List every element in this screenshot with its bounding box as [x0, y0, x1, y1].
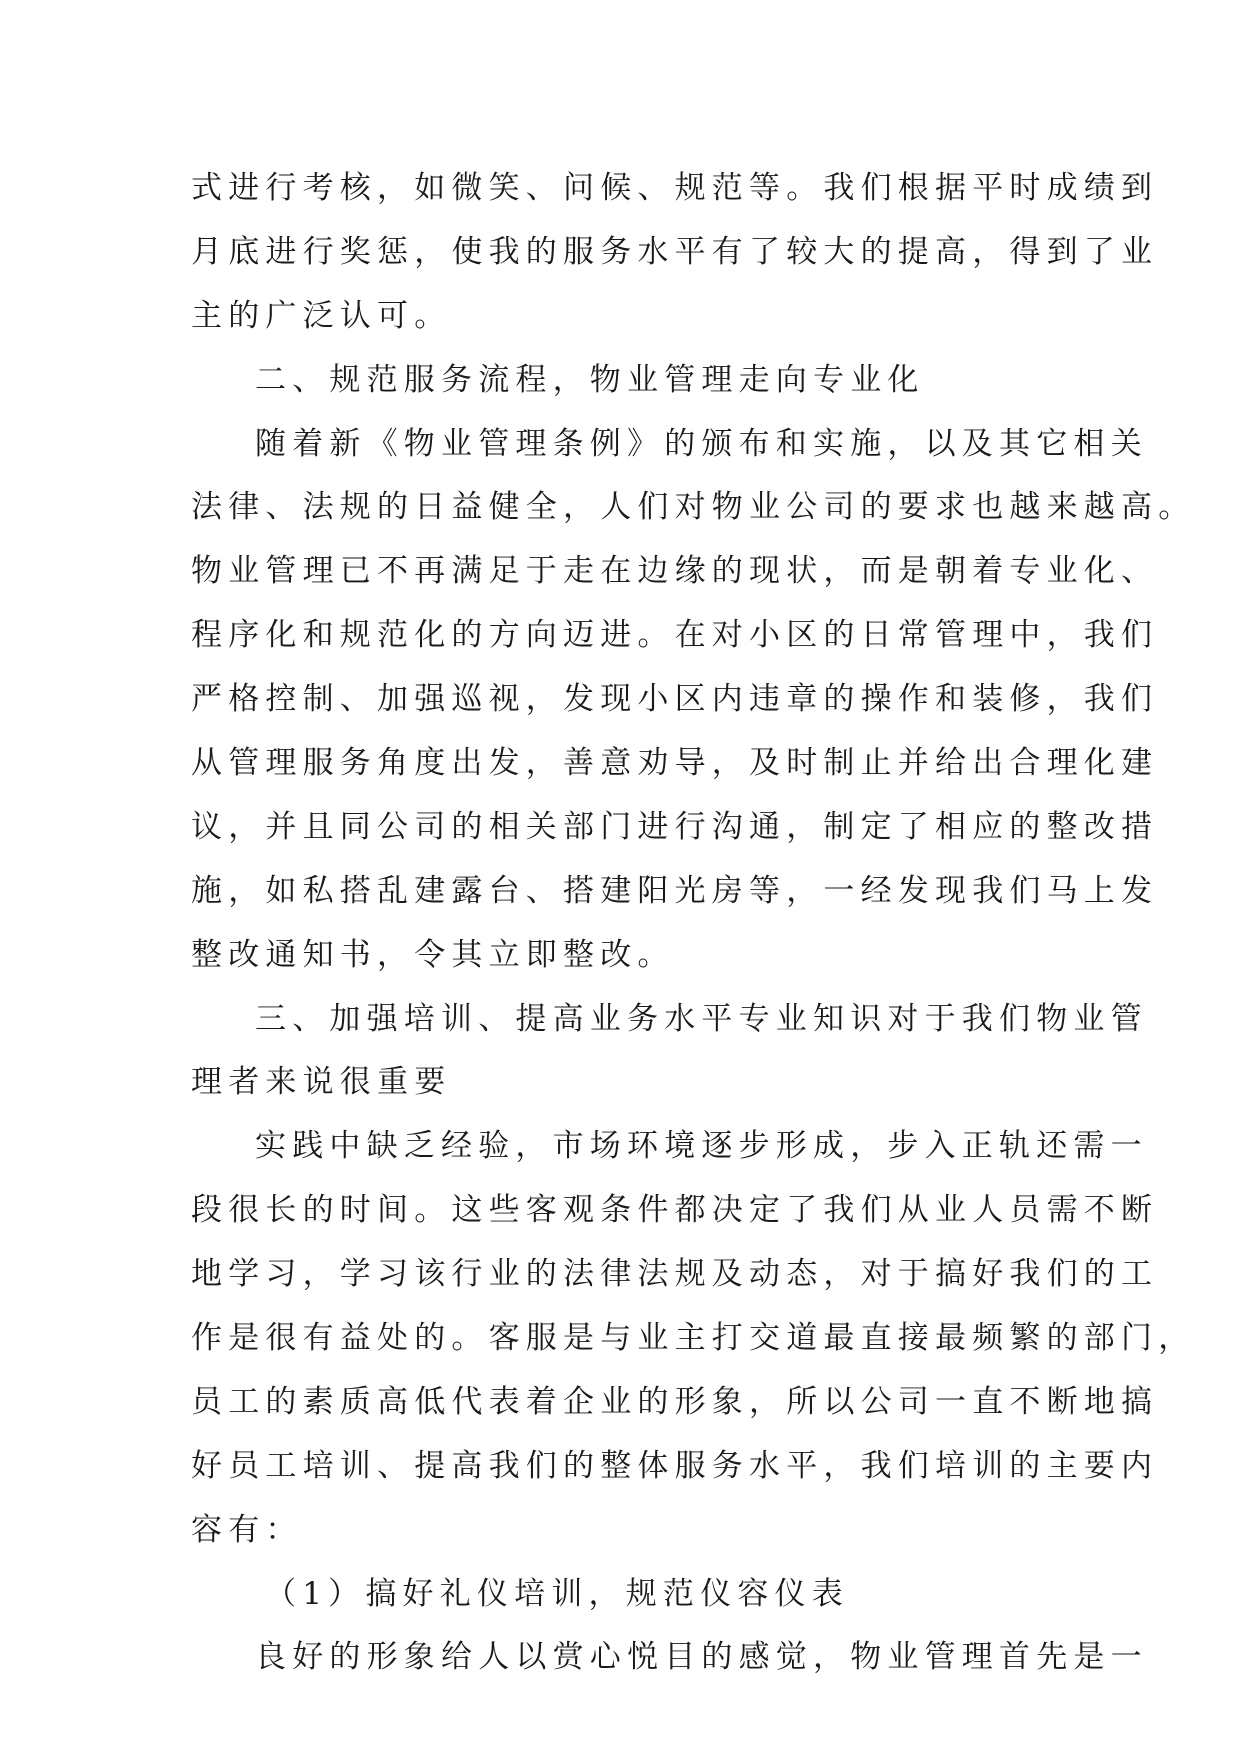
text-line: 法律、法规的日益健全，人们对物业公司的要求也越来越高。 — [191, 489, 1196, 526]
section-heading-3: 三、加强培训、提高业务水平专业知识对于我们物业管 — [255, 1000, 1148, 1037]
text-line: 随着新《物业管理条例》的颁布和实施，以及其它相关 — [255, 425, 1148, 462]
text-line: 整改通知书，令其立即整改。 — [191, 936, 675, 973]
text-line: 主的广泛认可。 — [191, 297, 452, 334]
text-line: 实践中缺乏经验，市场环境逐步形成，步入正轨还需一 — [255, 1128, 1148, 1165]
text-line: 良好的形象给人以赏心悦目的感觉，物业管理首先是一 — [255, 1639, 1148, 1676]
text-line: 段很长的时间。这些客观条件都决定了我们从业人员需不断 — [191, 1192, 1159, 1229]
text-line: 地学习，学习该行业的法律法规及动态，对于搞好我们的工 — [191, 1256, 1159, 1293]
section-heading-3-continued: 理者来说很重要 — [191, 1064, 452, 1101]
subsection-heading-1: （1）搞好礼仪培训，规范仪容仪表 — [265, 1575, 849, 1612]
section-heading-2: 二、规范服务流程，物业管理走向专业化 — [255, 361, 925, 398]
text-line: 严格控制、加强巡视，发现小区内违章的操作和装修，我们 — [191, 681, 1159, 718]
body-text — [191, 157, 1196, 1690]
text-line: 员工的素质高低代表着企业的形象，所以公司一直不断地搞 — [191, 1383, 1159, 1420]
text-line: 式进行考核，如微笑、问候、规范等。我们根据平时成绩到 — [191, 170, 1159, 206]
text-line: 从管理服务角度出发，善意劝导，及时制止并给出合理化建 — [191, 745, 1159, 782]
text-line: 作是很有益处的。客服是与业主打交道最直接最频繁的部门， — [191, 1320, 1196, 1357]
text-line: 施，如私搭乱建露台、搭建阳光房等，一经发现我们马上发 — [191, 872, 1159, 909]
text-line: 程序化和规范化的方向迈进。在对小区的日常管理中，我们 — [191, 617, 1159, 654]
text-line: 月底进行奖惩，使我的服务水平有了较大的提高，得到了业 — [191, 233, 1159, 270]
text-line: 好员工培训、提高我们的整体服务水平，我们培训的主要内 — [191, 1447, 1159, 1484]
text-line: 物业管理已不再满足于走在边缘的现状，而是朝着专业化、 — [191, 553, 1159, 590]
text-line: 议，并且同公司的相关部门进行沟通，制定了相应的整改措 — [191, 808, 1159, 845]
text-line: 容有： — [191, 1511, 303, 1548]
